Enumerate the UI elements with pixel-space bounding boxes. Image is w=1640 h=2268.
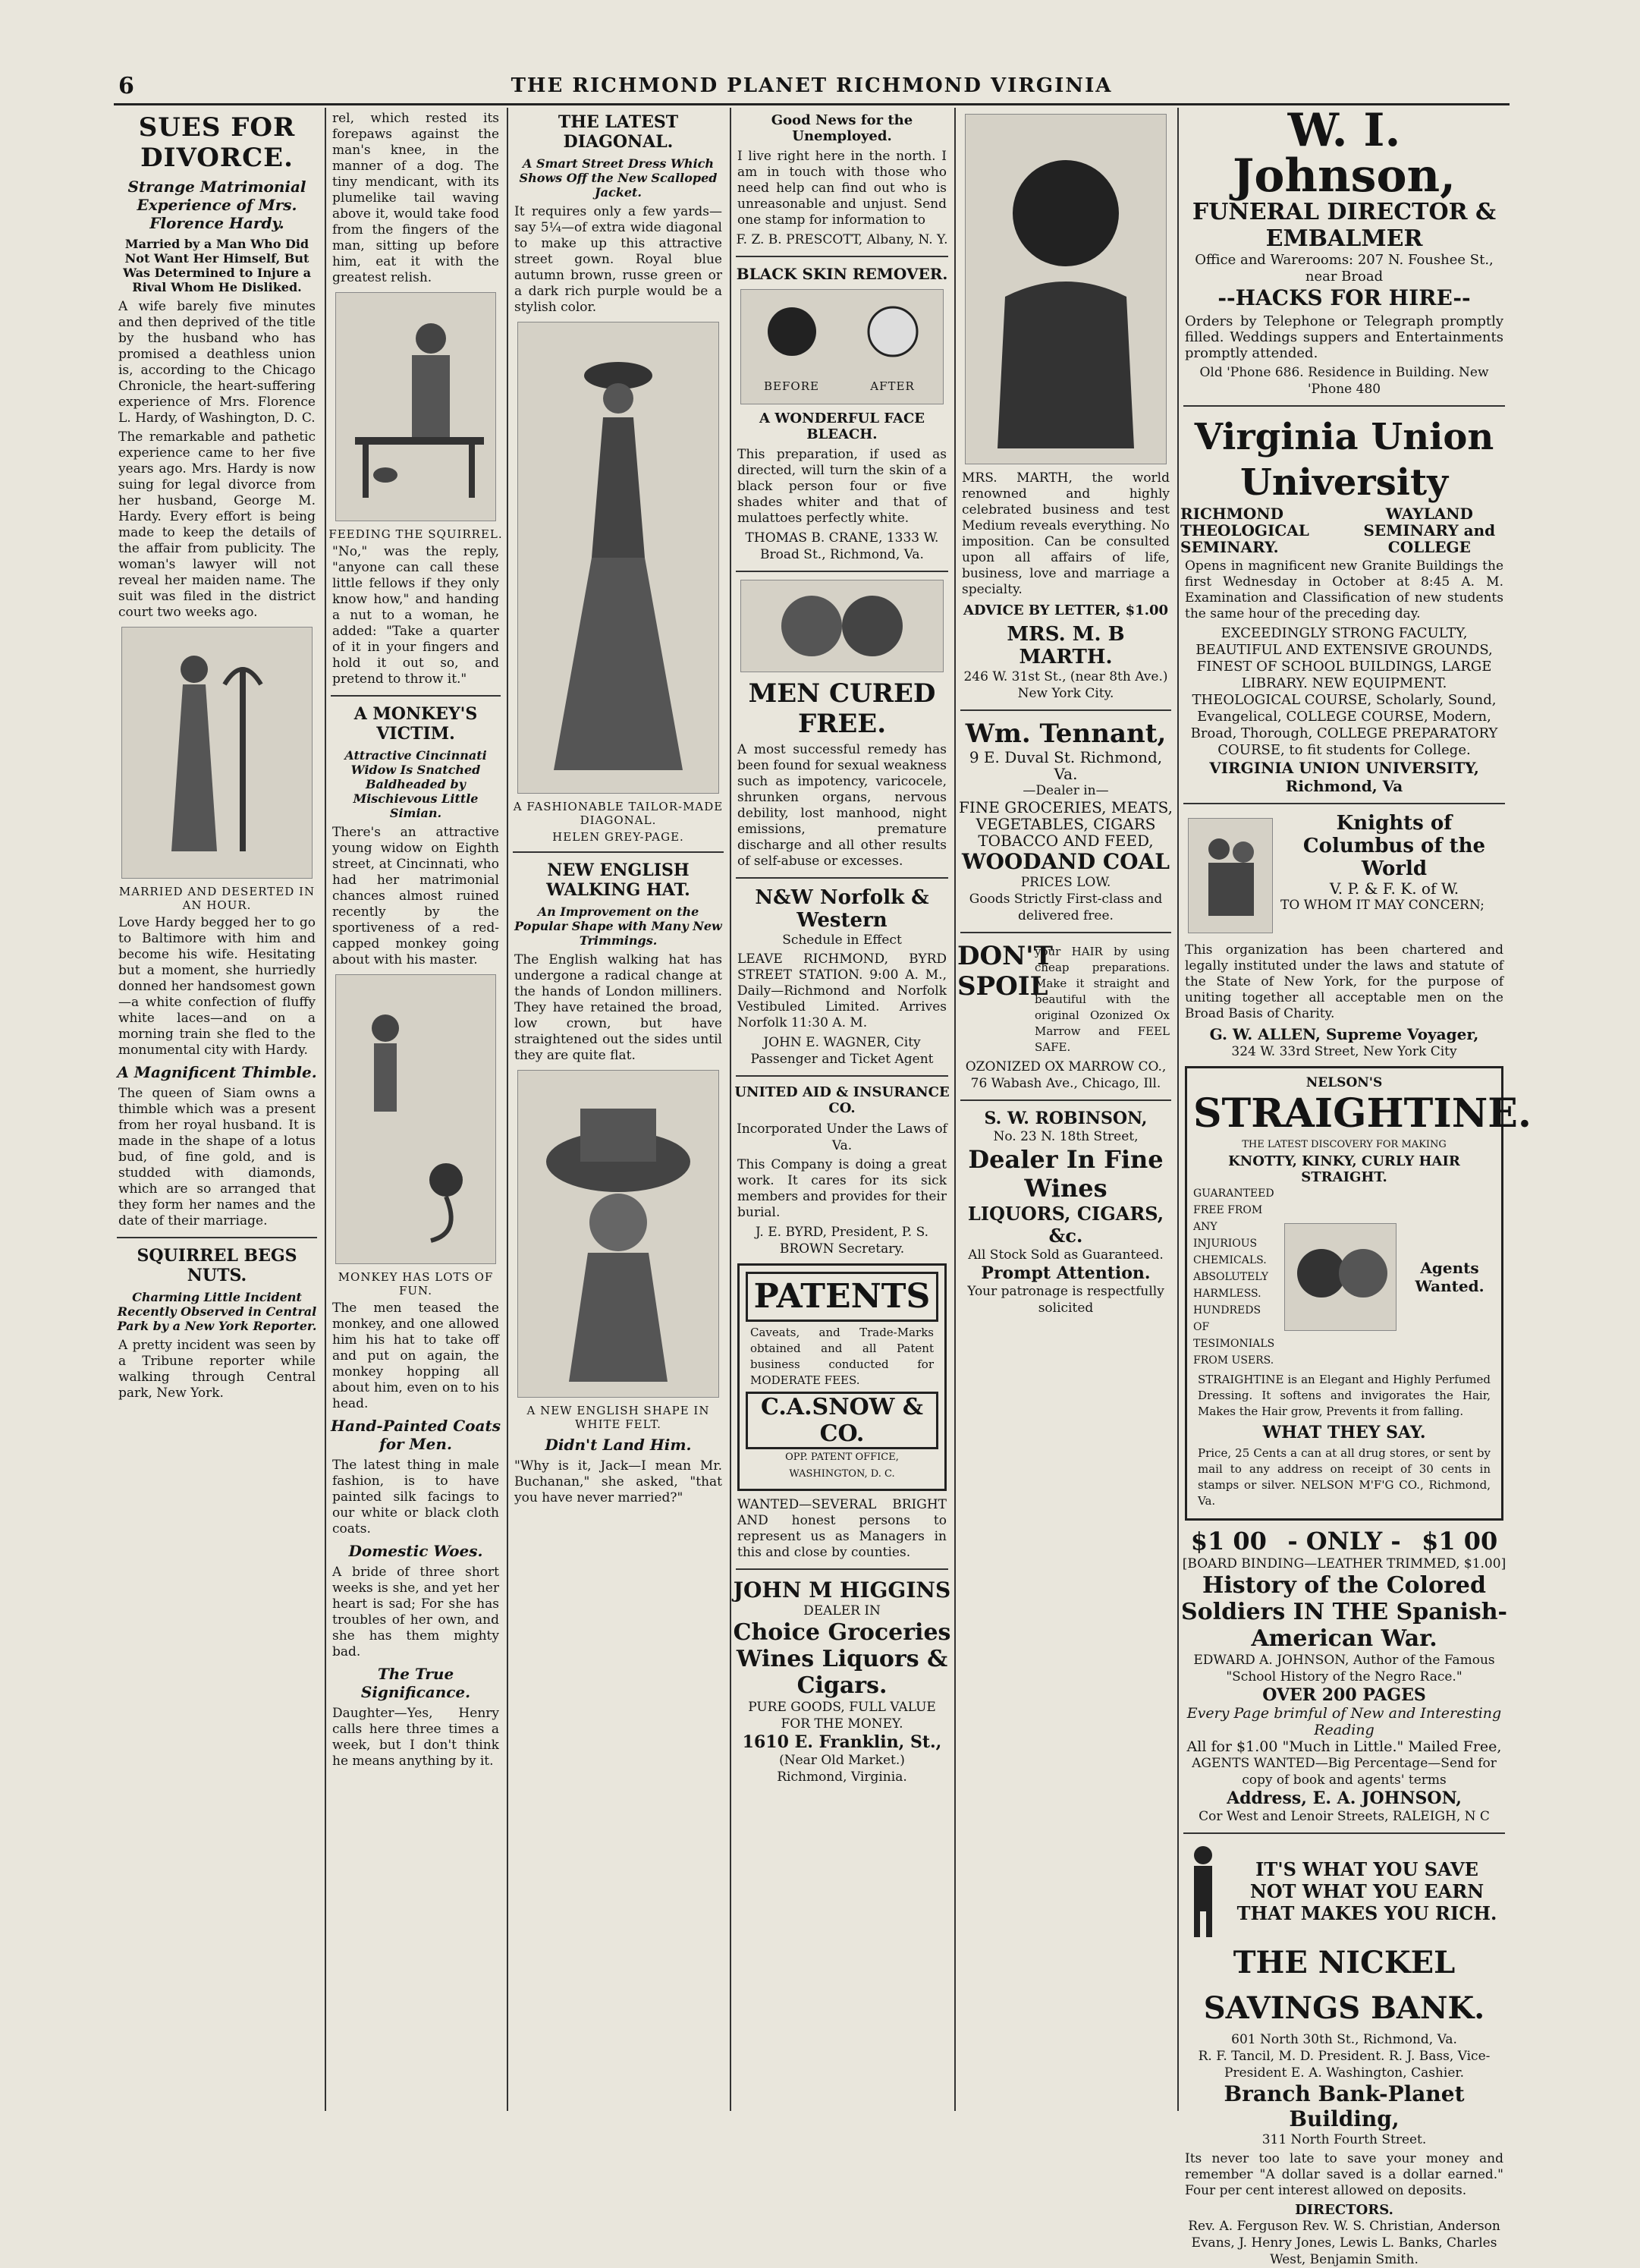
after-label: AFTER — [870, 379, 915, 393]
ox-marrow-company: OZONIZED OX MARROW CO., 76 Wabash Ave., Chicago, Ill. — [965, 1059, 1167, 1091]
walking-hat-paragraph: The English walking hat has undergone a radical change at the hands of London milliners. They have retained the broad, low crown, but have straightened out the sides until they are quite flat. — [514, 952, 722, 1063]
straightine-guarantee: GUARANTEED FREE FROM ANY INJURIOUS CHEMICALS. ABSOLUTELY HARMLESS. HUNDREDS OF TESIMONIALS FROM USERS. — [1193, 1187, 1275, 1367]
directors-list: Rev. A. Ferguson Rev. W. S. Christian, Anderson Evans, J. Henry Jones, Lewis L. Banks, Charles West, Benjamin Smith. — [1188, 2219, 1500, 2267]
masthead: THE RICHMOND PLANET RICHMOND VIRGINIA — [511, 74, 1113, 97]
history-price-left: $1 00 — [1190, 1527, 1267, 1556]
woes-paragraph: A bride of three short weeks is she, and yet her heart is sad; For she has troubles of her own, and she has them mighty bad. — [332, 1565, 499, 1659]
men-cured-text: A most successful remedy has been found for sexual weakness such as impotency, varicocele, shrunken organs, nervous debility, lost manhood, night emissions, premature discharge and all other results of self-abuse or excesses. — [737, 742, 947, 869]
history-author: EDWARD A. JOHNSON, Author of the Famous "School History of the Negro Race." — [1193, 1653, 1495, 1684]
vuu-seminary-right: WAYLAND SEMINARY and COLLEGE — [1363, 505, 1496, 556]
column-4 — [733, 108, 951, 2119]
history-agents: AGENTS WANTED—Big Percentage—Send for copy of book and agents' terms — [1192, 1756, 1497, 1788]
page-header — [114, 73, 1510, 105]
face-bleach-text: This preparation, if used as directed, will turn the skin of a black person four or five shades whiter and that of mulattoes perfectly white. — [737, 447, 947, 526]
tennant-delivery: Goods Strictly First-class and delivered free. — [969, 892, 1163, 923]
squirrel-headline: SQUIRREL BEGS NUTS. — [137, 1246, 297, 1285]
ox-marrow-text: your HAIR by using cheap preparations. Make it straight and beautiful with the original Ozonized Ox Marrow and FEEL SAFE. — [1035, 945, 1170, 1054]
history-mailed: All for $1.00 "Much in Little." Mailed Free, — [1186, 1738, 1502, 1755]
ox-marrow-ad — [957, 941, 1174, 1059]
walking-hat-caption: A NEW ENGLISH SHAPE IN WHITE FELT. — [526, 1404, 710, 1431]
railway-schedule-text: LEAVE RICHMOND, BYRD STREET STATION. 9:00 A. M., Daily—Richmond and Norfolk Vestibuled Limited. Arrives Norfolk 11:30 A. M. — [737, 952, 947, 1030]
johnson-name: W. I. Johnson, — [1233, 104, 1456, 203]
knights-figures-icon — [1196, 826, 1265, 925]
column-rule — [730, 108, 731, 2111]
vuu-faculty: EXCEEDINGLY STRONG FACULTY, BEAUTIFUL AND EXTENSIVE GROUNDS, FINEST OF SCHOOL BUILDINGS, LARGE LIBRARY. NEW EQUIPMENT. — [1195, 625, 1493, 691]
monkey-deck: Attractive Cincinnati Widow Is Snatched Baldheaded by Mischievous Little Simian. — [344, 748, 487, 820]
monkey-paragraph: The men teased the monkey, and one allowed him his hat to take off and put on again, the monkey hopping all about him, even on to his head. — [332, 1301, 499, 1411]
portrait-icon — [982, 122, 1149, 456]
diagonal-deck: A Smart Street Dress Which Shows Off the New Scalloped Jacket. — [519, 156, 718, 200]
column-rule — [325, 108, 326, 2111]
insurance-officers: J. E. BYRD, President, P. S. BROWN Secretary. — [755, 1225, 929, 1257]
higgins-city: Richmond, Virginia. — [777, 1769, 907, 1785]
railway-schedule-subtitle: Schedule in Effect — [782, 933, 902, 948]
squirrel-deck: Charming Little Incident Recently Observed in Central Park by a New York Reporter. — [117, 1290, 317, 1333]
divider — [736, 1568, 948, 1570]
divider — [1183, 405, 1505, 407]
monkey-headline: A MONKEY'S VICTIM. — [353, 704, 478, 744]
straightine-text: STRAIGHTINE is an Elegant and Highly Perfumed Dressing. It softens and invigorates the Hair, Makes the Hair grow, Prevents it from falling. — [1198, 1373, 1491, 1418]
spoil-headline: SPOIL — [957, 971, 1048, 1002]
before-after-illustration — [740, 289, 944, 404]
johnson-text: Orders by Telephone or Telegraph promptly filled. Weddings suppers and Entertainments promptly attended. — [1185, 313, 1503, 361]
robinson-name: S. W. ROBINSON, — [984, 1109, 1148, 1128]
woman-figure-icon — [141, 639, 293, 867]
column-1 — [114, 108, 320, 2119]
nickel-bank-name: THE NICKEL SAVINGS BANK. — [1203, 1945, 1485, 2026]
history-pages: OVER 200 PAGES — [1262, 1685, 1426, 1705]
divorce-paragraph: Love Hardy begged her to go to Baltimore with him and become his wife. Hesitating but a moment, she hurriedly donned her handsomest gown—a white confection of fluffy white laces—and on a morning train she fled to the monumental city with Hardy. — [118, 915, 316, 1058]
man-on-bench-icon — [340, 300, 492, 513]
column-5 — [957, 108, 1174, 2119]
married-deserted-caption: MARRIED AND DESERTED IN AN HOUR. — [118, 885, 316, 912]
nickel-bank-text: Its never too late to save your money and remember "A dollar saved is a dollar earned." Four per cent interest allowed on deposits. — [1185, 2151, 1503, 2198]
robinson-headline: Dealer In Fine Wines — [968, 1145, 1164, 1203]
bank-slogan-line3: THAT MAKES YOU RICH. — [1236, 1902, 1497, 1924]
patents-address: OPP. PATENT OFFICE, WASHINGTON, D. C. — [785, 1452, 899, 1480]
robinson-goods: LIQUORS, CIGARS, &c. — [967, 1203, 1164, 1247]
straightine-knotty: KNOTTY, KINKY, CURLY HAIR STRAIGHT. — [1228, 1153, 1460, 1185]
insurance-text: This Company is doing a great work. It cares for its sick members and provides for their burial. — [737, 1157, 947, 1220]
dont-headline: DON'T — [957, 941, 1053, 971]
straightine-sub: THE LATEST DISCOVERY FOR MAKING — [1242, 1139, 1447, 1150]
squirrel-paragraph: rel, which rested its forepaws against the man's knee, in the manner of a dog. The tiny mendicant, with its plumelike tail waving above it, would take food from the fingers of the man, sitting up before him, eat it with the greatest relish. — [332, 111, 499, 285]
walking-hat-illustration — [517, 1070, 719, 1398]
nickel-bank-officers: R. F. Tancil, M. D. President. R. J. Bass, Vice-President E. A. Washington, Cashier. — [1198, 2049, 1491, 2081]
divorce-paragraph: A wife barely five minutes and then deprived of the title by the husband who has promised a deathless union is, according to the Chicago Chronicle, the heart-suffering experience of Mrs. Florence L. Hardy, of Washington, D. C. — [118, 299, 316, 426]
railway-logo: N&W Norfolk & Western — [755, 886, 929, 932]
directors-heading: DIRECTORS. — [1295, 2202, 1393, 2218]
knights-address: 324 W. 33rd Street, New York City — [1231, 1044, 1457, 1059]
higgins-goods: PURE GOODS, FULL VALUE FOR THE MONEY. — [748, 1700, 936, 1732]
knights-sub: V. P. & F. K. of W. — [1329, 879, 1459, 898]
higgins-address: 1610 E. Franklin, St., — [742, 1732, 942, 1752]
branch-bank-address: 311 North Fourth Street. — [1261, 2132, 1427, 2147]
feeding-squirrel-illustration — [335, 292, 496, 521]
tennant-address: 9 E. Duval St. Richmond, Va. — [969, 748, 1163, 783]
skin-remover-title: BLACK SKIN REMOVER. — [736, 265, 948, 283]
column-rule — [1177, 108, 1179, 2111]
face-bleach-signature: THOMAS B. CRANE, 1333 W. Broad St., Richmond, Va. — [745, 530, 939, 562]
patents-text: Caveats, and Trade-Marks obtained and all Patent business conducted for MODERATE FEES. — [750, 1326, 934, 1387]
divorce-deck: Married by a Man Who Did Not Want Her Himself, But Was Determined to Injure a Rival Whom He Disliked. — [123, 237, 311, 294]
history-streets: Cor West and Lenoir Streets, RALEIGH, N C — [1199, 1809, 1490, 1824]
mrs-marth-text: MRS. MARTH, the world renowned and highly celebrated business and test Medium reveals everything. No imposition. Can be consulted upon all affairs of life, business, love and marriage a specialty. — [962, 470, 1170, 597]
monkey-caption: MONKEY HAS LOTS OF FUN. — [338, 1270, 494, 1298]
mrs-marth-address: 246 W. 31st St., (near 8th Ave.) New York City. — [963, 669, 1168, 701]
straightine-agents: Agents Wanted. — [1415, 1259, 1484, 1295]
knights-to: TO WHOM IT MAY CONCERN; — [1280, 898, 1484, 913]
coats-paragraph: The latest thing in male fashion, is to have painted silk facings to our white or black cloth coats. — [332, 1458, 499, 1537]
thimble-subhead: A Magnificent Thimble. — [117, 1063, 317, 1081]
tennant-dealer: —Dealer in— — [1023, 783, 1109, 798]
married-deserted-illustration — [121, 627, 313, 879]
straightine-ad — [1185, 1066, 1532, 1521]
johnson-title: FUNERAL DIRECTOR & EMBALMER — [1192, 199, 1497, 252]
woes-subhead: Domestic Woes. — [348, 1542, 483, 1560]
divider — [331, 695, 501, 697]
straightine-illustration — [1284, 1223, 1397, 1331]
johnson-hacks: --HACKS FOR HIRE-- — [1217, 285, 1471, 310]
robinson-solicit: Your patronage is respectfully solicited — [967, 1284, 1164, 1316]
coats-subhead: Hand-Painted Coats for Men. — [331, 1417, 501, 1453]
divider — [736, 877, 948, 879]
higgins-dealer: DEALER IN — [803, 1603, 881, 1618]
history-binding: [BOARD BINDING—LEATHER TRIMMED, $1.00] — [1182, 1556, 1506, 1571]
monkey-illustration — [335, 974, 496, 1264]
divider — [1183, 1832, 1505, 1834]
divider — [736, 1075, 948, 1077]
divorce-paragraph: The remarkable and pathetic experience came to her five years ago. Mrs. Hardy is now suing for legal divorce from her husband, George M. Hardy. Every effort is being made to keep the details of the affair from publicity. The woman's lawyer will not reveal her maiden name. The suit was filed in the district court two weeks ago. — [118, 429, 316, 620]
unemployed-ad-text: I live right here in the north. I am in touch with those who need help can find out who is unreasonable and unjust. Send one stamp for information to — [737, 149, 947, 228]
face-bleach-headline: A WONDERFUL FACE BLEACH. — [759, 411, 925, 442]
mrs-marth-portrait — [965, 114, 1167, 464]
vuu-name: Virginia Union University — [1194, 416, 1494, 504]
insurance-subhead: Incorporated Under the Laws of Va. — [737, 1121, 947, 1153]
squirrel-paragraph: "No," was the reply, "anyone can call these little fellows if they only know how," and handing a nut to a woman, he added: "Take a quarter of it in your fingers and hold it out so, and pretend to throw it." — [332, 544, 499, 687]
patents-headline: PATENTS — [746, 1272, 938, 1322]
face-after-icon — [862, 297, 923, 373]
wanted-ad-text: WANTED—SEVERAL BRIGHT AND honest persons to represent us as Managers in this and close by counties. — [737, 1497, 947, 1560]
knights-ad — [1180, 812, 1508, 939]
bank-slogan-line2: NOT WHAT YOU EARN — [1249, 1880, 1484, 1902]
tennant-goods: FINE GROCERIES, MEATS, VEGETABLES, CIGARS TOBACCO AND FEED, — [959, 798, 1173, 850]
diagonal-paragraph: It requires only a few yards—say 5¼—of extra wide diagonal to make up this attractive street gown. Royal blue autumn brown, russe green or a dark rich purple would be a stylish color. — [514, 204, 722, 315]
branch-bank-name: Branch Bank-Planet Building, — [1224, 2081, 1465, 2131]
vuu-seminary-left: RICHMOND THEOLOGICAL SEMINARY. — [1180, 505, 1309, 556]
nickel-bank-address: 601 North 30th St., Richmond, Va. — [1231, 2032, 1457, 2047]
history-every-page: Every Page brimful of New and Interesting Reading — [1186, 1705, 1502, 1738]
patents-ad — [737, 1263, 947, 1491]
diagonal-headline: THE LATEST DIAGONAL. — [558, 112, 679, 152]
divorce-subhead: Strange Matrimonial Experience of Mrs. Florence Hardy. — [127, 178, 306, 232]
tennant-coal: WOODAND COAL — [962, 849, 1170, 874]
knights-text: This organization has been chartered and legally instituted under the laws and statute of the State of New York, for the purpose of uniting together all acceptable men on the Broad Basis of Charity. — [1185, 942, 1503, 1021]
history-only: - ONLY - — [1287, 1527, 1401, 1556]
squirrel-paragraph: A pretty incident was seen by a Tribune reporter while walking through Central park, New York. — [118, 1338, 316, 1401]
column-6 — [1180, 104, 1532, 2267]
robinson-stock: All Stock Sold as Guaranteed. — [968, 1247, 1164, 1263]
nickel-bank-slogan — [1180, 1842, 1508, 1940]
hat-icon — [535, 1078, 702, 1389]
history-address: Address, E. A. JOHNSON, — [1227, 1788, 1462, 1808]
mrs-marth-name: MRS. M. B MARTH. — [1007, 623, 1125, 668]
knights-illustration — [1188, 818, 1273, 933]
face-before-icon — [762, 297, 822, 373]
robinson-prompt: Prompt Attention. — [981, 1263, 1151, 1283]
before-label: BEFORE — [764, 379, 819, 393]
column-3 — [510, 108, 727, 2119]
johnson-phone: Old 'Phone 686. Residence in Building. New 'Phone 480 — [1199, 365, 1489, 397]
insurance-headline: UNITED AID & INSURANCE CO. — [734, 1084, 950, 1116]
divider — [513, 851, 724, 853]
straightine-brand: NELSON'S — [1305, 1075, 1383, 1090]
knights-signature: G. W. ALLEN, Supreme Voyager, — [1209, 1025, 1479, 1043]
divorce-headline: SUES FOR DIVORCE. — [138, 112, 296, 173]
johnson-office: Office and Warerooms: 207 N. Foushee St., near Broad — [1195, 252, 1494, 285]
divider — [736, 256, 948, 257]
monkey-paragraph: There's an attractive young widow on Eighth street, at Cincinnati, who had her matrimonial chances almost ruined recently by the sportiveness of a red-capped monkey going about with his master. — [332, 825, 499, 967]
patents-firm: C.A.SNOW & CO. — [746, 1392, 938, 1449]
divider — [960, 1099, 1171, 1101]
monkey-icon — [340, 983, 492, 1256]
walking-hat-deck: An Improvement on the Popular Shape with Many New Trimmings. — [514, 904, 722, 948]
walking-hat-headline: NEW ENGLISH WALKING HAT. — [546, 860, 690, 900]
significance-paragraph: Daughter—Yes, Henry calls here three times a week, but I don't think he means anything by it. — [332, 1706, 499, 1769]
robinson-address: No. 23 N. 18th Street, — [993, 1129, 1139, 1144]
straightine-what: WHAT THEY SAY. — [1262, 1423, 1426, 1442]
men-cured-headline: MEN CURED FREE. — [748, 678, 936, 739]
tailor-made-dress-illustration — [517, 322, 719, 794]
column-rule — [954, 108, 956, 2111]
higgins-headline: Choice Groceries Wines Liquors & Cigars. — [733, 1619, 951, 1699]
author-signoff: HELEN GREY-PAGE. — [552, 830, 684, 844]
page-number: 6 — [118, 73, 134, 99]
column-2 — [328, 108, 504, 2119]
woman-dress-icon — [535, 330, 702, 785]
higgins-near: (Near Old Market.) — [779, 1753, 905, 1768]
higgins-name: JOHN M HIGGINS — [733, 1578, 951, 1603]
divider — [960, 932, 1171, 933]
vuu-text: Opens in magnificent new Granite Buildings the first Wednesday in October at 8:45 A. M. Examination and Classification of new students the same hour of the preceding day. — [1185, 558, 1503, 621]
man-figure-icon — [1180, 1842, 1226, 1940]
vuu-apply: VIRGINIA UNION UNIVERSITY, Richmond, Va — [1209, 759, 1479, 795]
history-price-row — [1180, 1527, 1508, 1556]
divider — [1183, 803, 1505, 804]
mrs-marth-advice: ADVICE BY LETTER, $1.00 — [963, 602, 1169, 618]
unemployed-ad-signature: F. Z. B. PRESCOTT, Albany, N. Y. — [736, 232, 948, 247]
straightine-name: STRAIGHTINE. — [1193, 1090, 1532, 1137]
two-men-icon — [759, 584, 925, 668]
history-price-right: $1 00 — [1422, 1527, 1498, 1556]
history-title: History of the Colored Soldiers IN THE Spanish-American War. — [1181, 1572, 1507, 1652]
divider — [736, 571, 948, 572]
significance-subhead: The True Significance. — [360, 1665, 471, 1701]
tailor-made-caption: A FASHIONABLE TAILOR-MADE DIAGONAL. — [513, 800, 724, 827]
knights-name: Knights of Columbus of the World — [1302, 812, 1486, 880]
straightine-price: Price, 25 Cents a can at all drug stores, or sent by mail to any address on receipt of 30 cents in stamps or silver. NELSON M'F'G CO., Richmond, Va. — [1198, 1446, 1491, 1508]
vuu-courses: THEOLOGICAL COURSE, Scholarly, Sound, Evangelical, COLLEGE COURSE, Modern, Broad, Thorough, COLLEGE PREPARATORY COURSE, to fit students for College. — [1190, 692, 1498, 758]
two-heads-icon — [1287, 1232, 1393, 1323]
bank-slogan-line1: IT'S WHAT YOU SAVE — [1255, 1857, 1478, 1880]
portraits-illustration — [740, 580, 944, 672]
didnt-land-paragraph: "Why is it, Jack—I mean Mr. Buchanan," she asked, "that you have never married?" — [514, 1458, 722, 1505]
divider — [117, 1237, 317, 1238]
tennant-prices: PRICES LOW. — [1020, 875, 1111, 890]
railway-agent: JOHN E. WAGNER, City Passenger and Ticket Agent — [750, 1035, 934, 1067]
didnt-land-subhead: Didn't Land Him. — [545, 1436, 692, 1454]
thimble-paragraph: The queen of Siam owns a thimble which was a present from her royal husband. It is made in the shape of a lotus bud, of fine gold, and is studded with diamonds, which are so arranged that they form her names and the date of their marriage. — [118, 1086, 316, 1228]
column-rule — [507, 108, 508, 2111]
divider — [960, 709, 1171, 711]
unemployed-ad-title: Good News for the Unemployed. — [771, 112, 913, 144]
tennant-name: Wm. Tennant, — [965, 719, 1167, 749]
feeding-squirrel-caption: FEEDING THE SQUIRREL. — [328, 527, 503, 541]
